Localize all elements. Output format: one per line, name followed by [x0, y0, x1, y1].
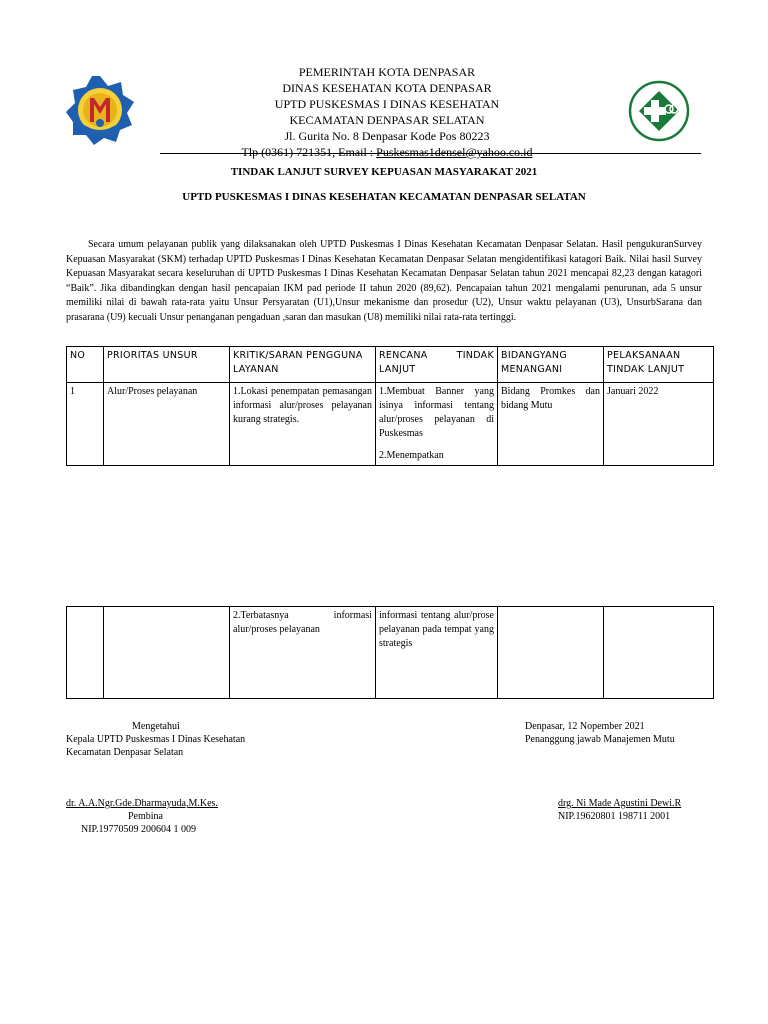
cell-bidang [498, 607, 604, 699]
left-role-line1: Kepala UPTD Puskesmas I Dinas Kesehatan [66, 734, 246, 745]
document-title: TINDAK LANJUT SURVEY KEPUASAN MASYARAKAT 2021 [230, 166, 538, 178]
email-link[interactable]: Puskesmas1densel@yahoo.co.id [376, 145, 533, 159]
left-signer-nip: NIP.19770509 200604 1 009 [81, 824, 197, 835]
left-signer-rank: Pembina [128, 811, 163, 822]
denpasar-city-emblem-icon [64, 74, 136, 146]
signature-left [66, 720, 366, 759]
header-no: NO [67, 347, 104, 383]
letterhead-line: UPTD PUSKESMAS I DINAS KESEHATAN [274, 97, 500, 111]
intro-paragraph [66, 238, 702, 326]
letterhead-address: Jl. Gurita No. 8 Denpasar Kode Pos 80223 [284, 129, 490, 143]
header-pelaksanaan: PELAKSANAAN TINDAK LANJUT [604, 347, 714, 383]
right-signer-nip: NIP.19620801 198711 2001 [558, 811, 671, 822]
header-kritik: KRITIK/SARAN PENGGUNA LAYANAN [230, 347, 376, 383]
left-signer-name: dr. A.A.Ngr.Gde.Dharmayuda,M.Kes. [66, 798, 218, 809]
cell-no: 1 [67, 383, 104, 466]
right-signer-name: drg. Ni Made Agustini Dewi.R [558, 798, 682, 809]
left-role-line2: Kecamatan Denpasar Selatan [66, 747, 184, 758]
cell-rencana [376, 383, 498, 466]
cell-pelaksanaan: Januari 2022 [604, 383, 714, 466]
header-rencana: RENCANA TINDAK LANJUT [376, 347, 498, 383]
signature-right-name-block [558, 797, 758, 823]
contact-prefix: Tlp (0361) 721351, Email : [241, 145, 377, 159]
puskesmas-logo-icon [628, 80, 690, 142]
intro-paragraph-text: Secara umum pelayanan publik yang dilaksanakan oleh UPTD Puskesmas I Dinas Kesehatan Kecamatan Denpasar Selatan. Hasil pengukuranSurvey Kepuasan Masyarakat (SKM) terhadap UPTD Puskesmas I Dinas Kesehatan Kecamatan Denpasar Selatan mengidentifikasi katagori Baik. Nilai hasil Survey Kepuasan Masyarakat secara keseluruhan di UPTD Puskesmas I Dinas Kesehatan Kecamatan Denpasar Selatan tahun 2021 mencapai 82,23 dengan katagori “Baik”. Jika dibandingkan dengan hasil pencapaian IKM pad periode II tahun 2020 (89,62). Pencapaian tahun 2021 mengalami penurunan, ada 5 unsur memiliki nilai di bawah rata-rata yaitu Unsur Persyaratan (U1),Unsur mekanisme dan prosedur (U2), Unsur waktu pelayanan (U3), UnsurbSarana dan prasarana (U9) kecuali Unsur penanganan pengaduan ,saran dan masukan (U8) memiliki nilai rata-rata tertinggi. [66, 239, 702, 323]
right-role: Penanggung jawab Manajemen Mutu [525, 734, 675, 745]
follow-up-table-continued [66, 606, 714, 699]
document-subtitle: UPTD PUSKESMAS I DINAS KESEHATAN KECAMATAN DENPASAR SELATAN [182, 191, 586, 203]
rencana-item-1: 1.Membuat Banner yang isinya informasi tentang alur/proses pelayanan di Puskesmas [379, 386, 494, 439]
follow-up-table [66, 346, 714, 466]
header-prioritas: PRIORITAS UNSUR [104, 347, 230, 383]
cell-pelaksanaan [604, 607, 714, 699]
letterhead-line: DINAS KESEHATAN KOTA DENPASAR [282, 81, 492, 95]
letterhead-contact [160, 144, 614, 160]
spacer [379, 441, 494, 449]
signature-right [525, 720, 745, 746]
table-row [67, 607, 714, 699]
mengetahui-label: Mengetahui [132, 721, 180, 732]
cell-prioritas [104, 607, 230, 699]
cell-kritik: 2.Terbatasnya informasi alur/proses pelayanan [230, 607, 376, 699]
table-header-row [67, 347, 714, 383]
cell-prioritas: Alur/Proses pelayanan [104, 383, 230, 466]
letterhead-divider [160, 153, 701, 154]
place-date: Denpasar, 12 Nopember 2021 [525, 721, 645, 732]
rencana-item-2: 2.Menempatkan [379, 450, 444, 461]
letterhead [160, 64, 614, 160]
header-bidang: BIDANGYANG MENANGANI [498, 347, 604, 383]
signature-left-name-block [66, 797, 366, 836]
table-row [67, 383, 714, 466]
letterhead-line: KECAMATAN DENPASAR SELATAN [289, 113, 485, 127]
cell-no [67, 607, 104, 699]
cell-bidang: Bidang Promkes dan bidang Mutu [498, 383, 604, 466]
cell-rencana: informasi tentang alur/prose pelayanan pada tempat yang strategis [376, 607, 498, 699]
cell-kritik: 1.Lokasi penempatan pemasangan informasi alur/proses pelayanan kurang strategis. [230, 383, 376, 466]
letterhead-line: PEMERINTAH KOTA DENPASAR [298, 65, 476, 79]
